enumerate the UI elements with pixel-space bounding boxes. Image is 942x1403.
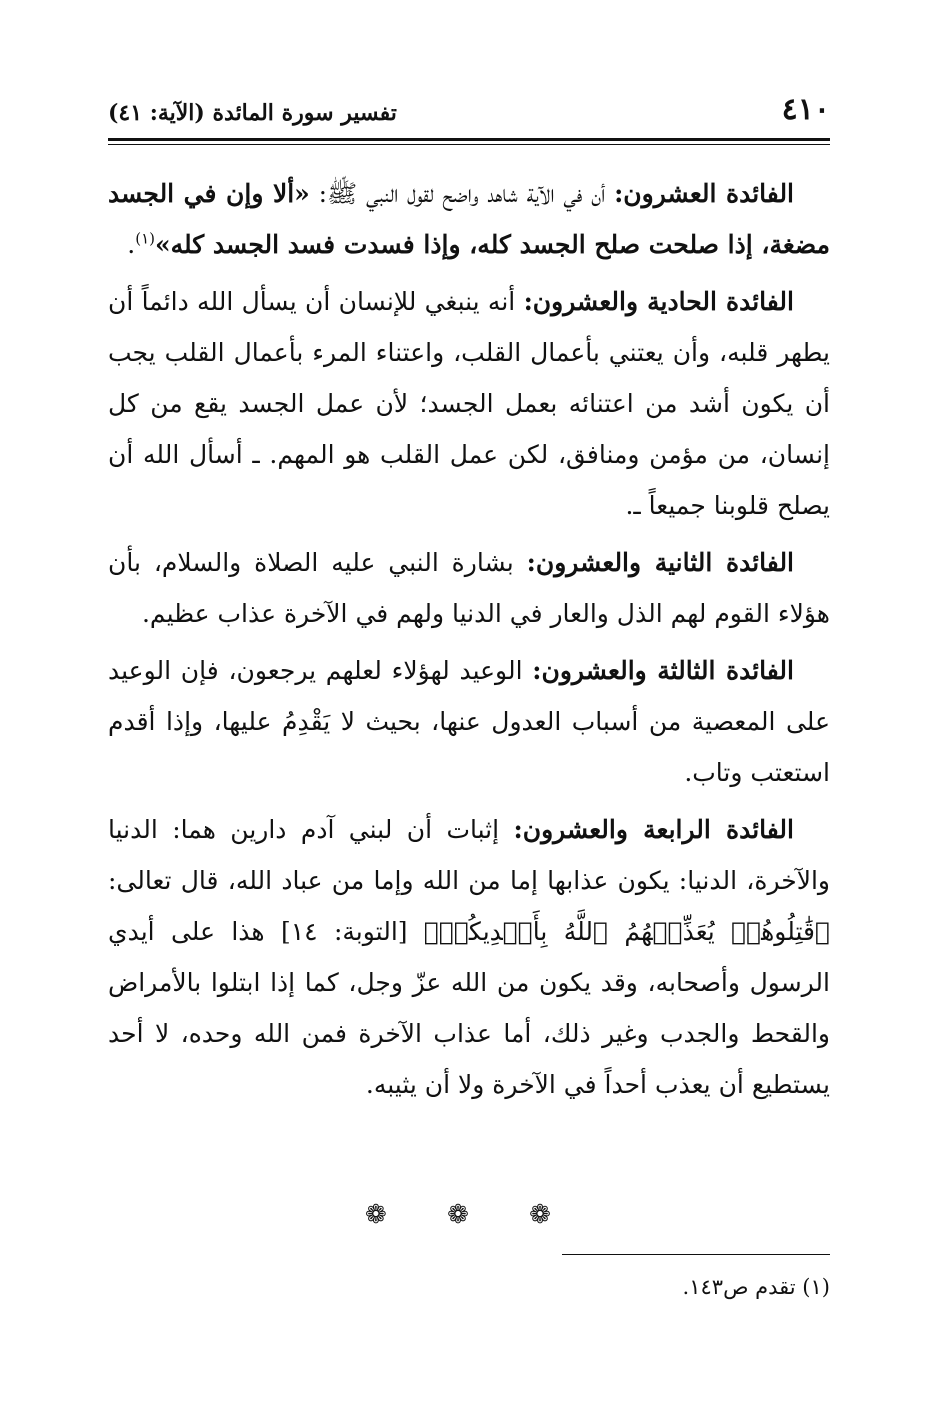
paragraph-benefit-23 xyxy=(108,645,830,798)
paragraph-lead: الفائدة الحادية والعشرون: xyxy=(523,287,794,316)
paragraph-text: أنه ينبغي للإنسان أن يسأل الله دائماً أن يطهر قلبه، وأن يعتني بأعمال القلب، واعتناء المرء بأعمال القلب يجب أن يكون أشد من اعتنائه بعمل الجسد؛ لأن عمل الجسد يقع من كل إنسان، من مؤمن ومنافق، لكن عمل القلب هو المهم. ـ أسأل الله أن يصلح قلوبنا جميعاً ـ. xyxy=(108,287,830,520)
paragraph-lead: الفائدة الثالثة والعشرون: xyxy=(532,656,794,685)
paragraph-text: الوعيد لهؤلاء لعلهم يرجعون، فإن الوعيد على المعصية من أسباب العدول عنها، بحيث لا يَقْدِمُ عليها، وإذا أقدم استعتب وتاب. xyxy=(108,656,830,787)
footnote-rule xyxy=(562,1254,830,1255)
paragraph-benefit-22 xyxy=(108,537,830,639)
page-number: ٤١٠ xyxy=(781,92,830,127)
page-body xyxy=(108,168,830,1116)
paragraph-benefit-24 xyxy=(108,804,830,1110)
paragraph-lead: الفائدة الرابعة والعشرون: xyxy=(513,815,794,844)
paragraph-lead: الفائدة الثانية والعشرون: xyxy=(526,548,795,577)
paragraph-benefit-21 xyxy=(108,276,830,531)
paragraph-tail: . xyxy=(127,230,136,259)
header-rule-thin xyxy=(108,144,830,145)
footnote: (١) تقدم ص١٤٣. xyxy=(682,1275,830,1299)
paragraph-text: إثبات أن لبني آدم دارين هما: الدنيا والآخرة، الدنيا: يكون عذابها إما من الله وإما من عباد الله، قال تعالى: ﴿قَٰتِلُوهُمۡ يُعَذِّبۡهُمُ ٱللَّهُ بِأَيۡدِيكُمۡ﴾ [التوبة: ١٤] هذا على أيدي الرسول وأصحابه، وقد يكون من الله عزّ وجل، كما إذا ابتلوا بالأمراض والقحط والجدب وغير ذلك، أما عذاب الآخرة فمن الله وحده، لا أحد يستطيع أن يعذب أحداً في الآخرة ولا أن يثيبه. xyxy=(108,815,830,1099)
paragraph-text: بشارة النبي عليه الصلاة والسلام، بأن هؤلاء القوم لهم الذل والعار في الدنيا ولهم في الآخرة عذاب عظيم. xyxy=(108,548,830,628)
paragraph-text: أن في الآية شاهد واضح لقول النبي ﷺ: xyxy=(309,179,615,208)
paragraph-lead: الفائدة العشرون: xyxy=(614,179,795,208)
running-title: تفسير سورة المائدة (الآية: ٤١) xyxy=(108,100,397,126)
page-header xyxy=(108,92,830,132)
paragraph-benefit-20 xyxy=(108,168,830,270)
header-rule-thick xyxy=(108,138,830,141)
section-separator-ornament: ❁ ❁ ❁ xyxy=(365,1200,577,1230)
hadith-quote: «ألا وإن في الجسد مضغة، إذا صلحت صلح الجسد كله، وإذا فسدت فسد الجسد كله» xyxy=(108,179,830,259)
footnote-ref: (١) xyxy=(135,229,155,248)
